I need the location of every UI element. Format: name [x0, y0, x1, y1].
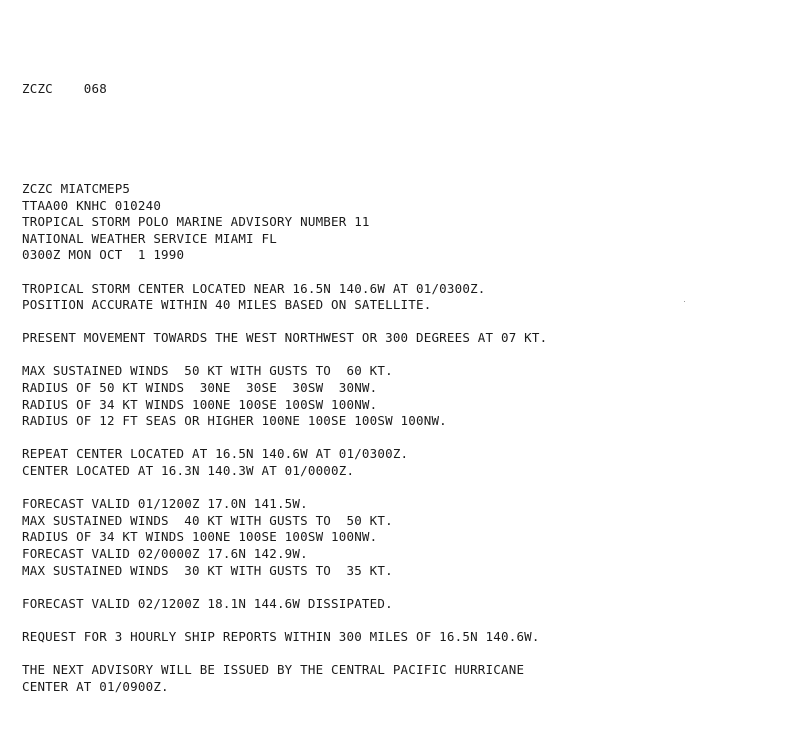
scan-speck	[684, 301, 685, 302]
bulletin-heading-paragraph	[22, 181, 782, 264]
text-line: REQUEST FOR 3 HOURLY SHIP REPORTS WITHIN 300 MILES OF 16.5N 140.6W.	[22, 628, 540, 644]
text-line: CENTER LOCATED AT 16.3N 140.3W AT 01/0000Z.	[22, 463, 355, 479]
dissipated-forecast-paragraph	[22, 596, 782, 613]
text-line: POSITION ACCURATE WITHIN 40 MILES BASED ON SATELLITE.	[22, 297, 432, 313]
text-line: TTAA00 KNHC 010240	[22, 197, 162, 213]
present-movement-paragraph	[22, 330, 782, 347]
storm-center-paragraph	[22, 281, 782, 314]
text-line: MAX SUSTAINED WINDS 50 KT WITH GUSTS TO 60 KT.	[22, 363, 393, 379]
forecasts-paragraph	[22, 496, 782, 579]
text-line: RADIUS OF 34 KT WINDS 100NE 100SE 100SW 100NW.	[22, 396, 378, 412]
header-block	[22, 48, 782, 131]
text-line: FORECAST VALID 02/0000Z 17.6N 142.9W.	[22, 546, 308, 561]
next-advisory-paragraph	[22, 662, 782, 695]
text-line: PRESENT MOVEMENT TOWARDS THE WEST NORTHWEST OR 300 DEGREES AT 07 KT.	[22, 330, 548, 346]
text-line: RADIUS OF 12 FT SEAS OR HIGHER 100NE 100SE 100SW 100NW.	[22, 413, 447, 429]
text-line: THE NEXT ADVISORY WILL BE ISSUED BY THE CENTRAL PACIFIC HURRICANE	[22, 662, 525, 678]
header-line: ZCZC 068	[22, 81, 107, 97]
text-line: TROPICAL STORM CENTER LOCATED NEAR 16.5N 140.6W AT 01/0300Z.	[22, 280, 486, 296]
text-line: RADIUS OF 50 KT WINDS 30NE 30SE 30SW 30NW.	[22, 380, 378, 396]
text-line: 0300Z MON OCT 1 1990	[22, 247, 185, 263]
text-line: ZCZC MIATCMEP5	[22, 180, 131, 196]
text-line: FORECAST VALID 01/1200Z 17.0N 141.5W.	[22, 496, 308, 512]
text-line: REPEAT CENTER LOCATED AT 16.5N 140.6W AT 01/0300Z.	[22, 446, 409, 462]
text-line: RADIUS OF 34 KT WINDS 100NE 100SE 100SW 100NW.	[22, 529, 378, 545]
text-line: NATIONAL WEATHER SERVICE MIAMI FL	[22, 230, 277, 246]
text-line: FORECAST VALID 02/1200Z 18.1N 144.6W DISSIPATED.	[22, 595, 393, 611]
advisory-body	[22, 181, 782, 695]
text-line: CENTER AT 01/0900Z.	[22, 678, 169, 694]
ship-reports-request-paragraph	[22, 629, 782, 646]
text-line: TROPICAL STORM POLO MARINE ADVISORY NUMBER 11	[22, 214, 370, 230]
wind-radii-paragraph	[22, 363, 782, 429]
text-line: MAX SUSTAINED WINDS 40 KT WITH GUSTS TO 50 KT.	[22, 512, 393, 528]
text-line: MAX SUSTAINED WINDS 30 KT WITH GUSTS TO 35 KT.	[22, 562, 393, 578]
repeat-center-paragraph	[22, 446, 782, 479]
advisory-document	[22, 15, 782, 729]
